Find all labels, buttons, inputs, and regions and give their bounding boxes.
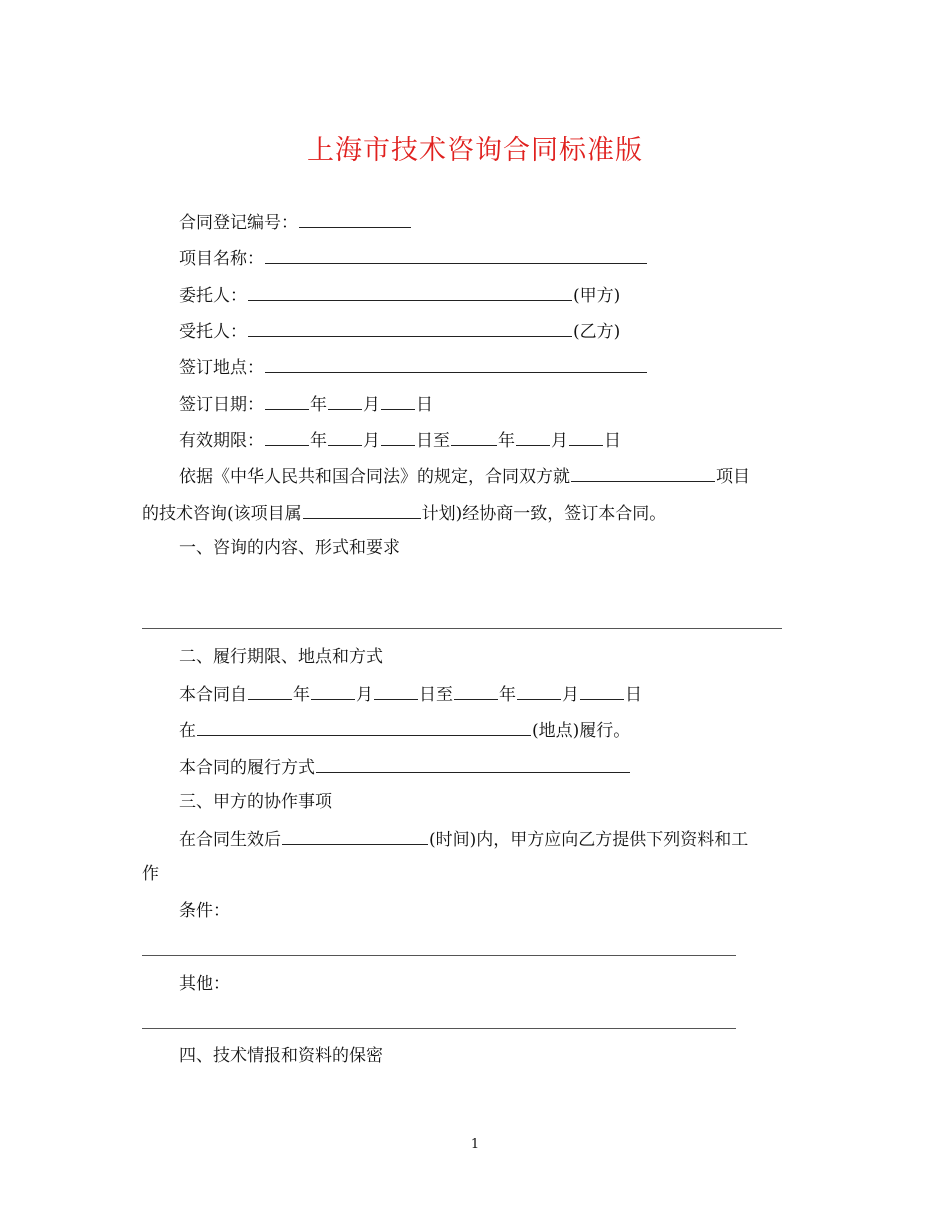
period-label: 本合同自 [179,685,247,705]
trustee-suffix: (乙方) [573,322,621,342]
year-word: 年 [310,395,327,415]
sign-date-line [179,392,433,416]
reg-no-label: 合同登记编号： [179,213,298,233]
intro-text: 依据《中华人民共和国合同法》的规定，合同双方就 [179,467,570,487]
section-heading-1: 一、咨询的内容、形式和要求 [179,538,400,558]
sign-place-label: 签订地点： [179,358,264,378]
fill-line [142,1028,736,1029]
day-blank [381,428,415,446]
month-word: 月 [356,685,373,705]
intro-line-1 [179,464,750,488]
cooperation-text: 在合同生效后 [179,830,281,850]
fill-line [142,628,782,629]
intro-text: 计划)经协商一致，签订本合同。 [421,504,667,524]
year-blank [248,682,292,700]
page-number: 1 [470,1137,480,1152]
month-blank [516,428,550,446]
place-label: 在 [179,721,196,741]
year-word: 年 [310,431,327,451]
time-blank [282,827,428,845]
conditions-label: 条件： [179,901,230,921]
validity-label: 有效期限： [179,431,264,451]
project-blank [571,464,715,482]
intro-text: 的技术咨询(该项目属 [142,504,302,524]
reg-no-blank [299,210,411,228]
client-suffix: (甲方) [573,286,621,306]
project-name-label: 项目名称： [179,249,264,269]
year-word: 年 [499,685,516,705]
section-heading-3: 三、甲方的协作事项 [179,792,332,812]
day-word: 日 [416,395,433,415]
place-line [179,718,630,742]
sign-place-line [179,355,648,379]
validity-line [179,428,621,452]
to-word: 日至 [416,431,450,451]
reg-no-line [179,210,412,234]
method-blank [316,755,630,773]
period-line [179,682,642,706]
month-word: 月 [551,431,568,451]
cooperation-line-1 [179,827,748,851]
sign-place-blank [265,355,647,373]
month-word: 月 [562,685,579,705]
section-heading-4: 四、技术情报和资料的保密 [179,1046,383,1066]
month-blank [311,682,355,700]
month-blank [517,682,561,700]
other-label: 其他： [179,974,230,994]
place-suffix: (地点)履行。 [532,721,631,741]
fill-line [142,955,736,956]
trustee-line [179,319,620,343]
method-line [179,755,631,779]
project-name-line [179,246,648,270]
month-word: 月 [363,431,380,451]
to-word: 日至 [419,685,453,705]
plan-blank [303,501,421,519]
day-blank [381,392,415,410]
trustee-label: 受托人： [179,322,247,342]
document-title: 上海市技术咨询合同标准版 [307,135,643,166]
year-blank [265,392,309,410]
day-blank [374,682,418,700]
client-blank [248,283,572,301]
trustee-blank [248,319,572,337]
year-blank [265,428,309,446]
day-word: 日 [604,431,621,451]
day-word: 日 [625,685,642,705]
intro-text: 项目 [716,467,750,487]
client-line [179,283,620,307]
year-word: 年 [293,685,310,705]
client-label: 委托人： [179,286,247,306]
day-blank [580,682,624,700]
cooperation-text: (时间)内，甲方应向乙方提供下列资料和工 [429,830,749,850]
year-blank [451,428,497,446]
project-name-blank [265,246,647,264]
day-blank [569,428,603,446]
cooperation-line-2: 作 [142,864,159,884]
month-word: 月 [363,395,380,415]
section-heading-2: 二、履行期限、地点和方式 [179,647,383,667]
sign-date-label: 签订日期： [179,395,264,415]
year-word: 年 [498,431,515,451]
method-label: 本合同的履行方式 [179,758,315,778]
year-blank [454,682,498,700]
month-blank [328,428,362,446]
place-blank [197,718,531,736]
intro-line-2 [142,501,666,525]
month-blank [328,392,362,410]
